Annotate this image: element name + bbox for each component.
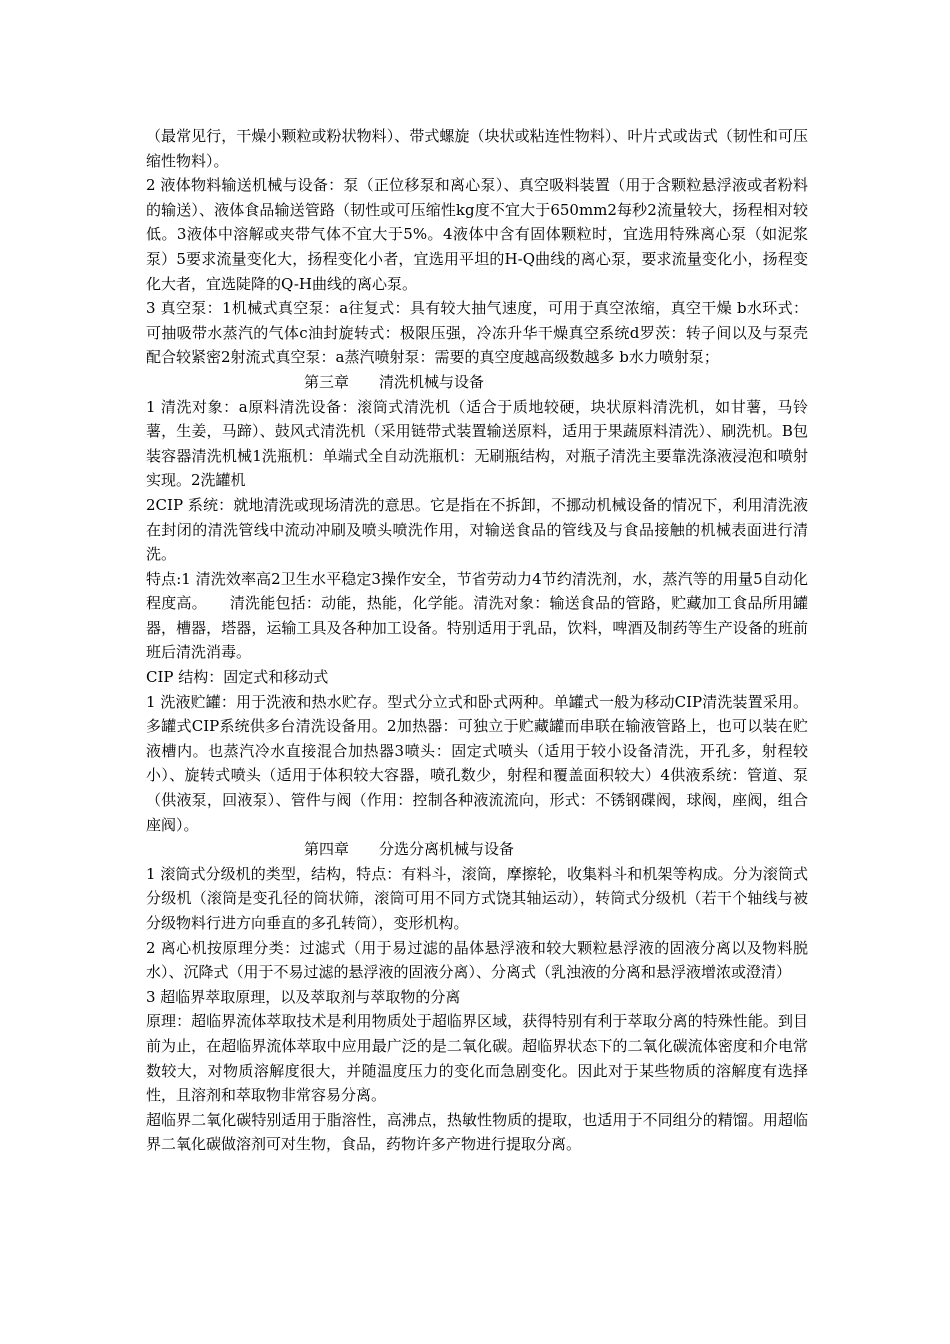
paragraph-cip-structure: CIP 结构：固定式和移动式 xyxy=(146,668,329,687)
paragraph-cip-features: 特点:1 清洗效率高2卫生水平稳定3操作安全，节省劳动力4节约清洗剂，水，蒸汽等的用量5自动化程度高。 清洗能包括：动能，热能，化学能。清洗对象：输送食品的管路，贮藏加工食品所用罐器，槽器，塔器，运输工具及各种加工设备。特别适用于乳品，饮料，啤酒及制药等生产设备的班前班后清洗消毒。 xyxy=(146,569,808,662)
paragraph-centrifuge: 2 离心机按原理分类：过滤式（用于易过滤的晶体悬浮液和较大颗粒悬浮液的固液分离以及物料脱水）、沉降式（用于不易过滤的悬浮液的固液分离）、分离式（乳浊液的分离和悬浮液增浓或澄清） xyxy=(146,938,808,982)
paragraph-drum-grader: 1 滚筒式分级机的类型，结构，特点：有料斗，滚筒，摩擦轮，收集料斗和机架等构成。分为滚筒式分级机（滚筒是变孔径的筒状筛，滚筒可用不同方式饶其轴运动），转筒式分级机（若干个轴线与被分级物料行进方向垂直的多孔转筒），变形机构。 xyxy=(146,864,808,932)
paragraph-cip-system: 2CIP 系统：就地清洗或现场清洗的意思。它是指在不拆卸，不挪动机械设备的情况下，利用清洗液在封闭的清洗管线中流动冲刷及喷头喷洗作用，对输送食品的管线及与食品接触的机械表面进行清洗。 xyxy=(146,495,808,564)
paragraph-cleaning-objects: 1 清洗对象：a原料清洗设备：滚筒式清洗机（适合于质地较硬，块状原料清洗机，如甘薯，马铃薯，生姜，马蹄）、鼓风式清洗机（采用链带式装置输送原料，适用于果蔬原料清洗）、刷洗机。B包装容器清洗机械1洗瓶机：单端式全自动洗瓶机：无刷瓶结构，对瓶子清洗主要靠洗涤液浸泡和喷射实现。2洗罐机 xyxy=(146,397,808,490)
paragraph-liquid-conveying: 2 液体物料输送机械与设备：泵（正位移泵和离心泵）、真空吸料装置（用于含颗粒悬浮液或者粉料的输送）、液体食品输送管路（韧性或可压缩性kg度不宜大于650mm2每秒2流量较大，扬程相对较低。3液体中溶解或夹带气体不宜大于5%。4液体中含有固体颗粒时，宜选用特殊离心泵（如泥浆泵）5要求流量变化大，扬程变化小者，宜选用平坦的H-Q曲线的离心泵，要求流量变化小，扬程变化大者，宜选陡降的Q-H曲线的离心泵。 xyxy=(146,176,808,293)
paragraph-supercritical-co2: 超临界二氧化碳特别适用于脂溶性，高沸点，热敏性物质的提取，也适用于不同组分的精馏。用超临界二氧化碳做溶剂可对生物，食品，药物许多产物进行提取分离。 xyxy=(146,1110,808,1154)
chapter-3-heading: 第三章 清洗机械与设备 xyxy=(304,372,485,391)
chapter-4-heading: 第四章 分选分离机械与设备 xyxy=(304,840,515,859)
paragraph-supercritical-principle: 原理：超临界流体萃取技术是利用物质处于超临界区域，获得特别有利于萃取分离的特殊性能。到目前为止，在超临界流体萃取中应用最广泛的是二氧化碳。超临界状态下的二氧化碳流体密度和介电常数较大，对物质溶解度很大，并随温度压力的变化而急剧变化。因此对于某些物质的溶解度有选择性，且溶剂和萃取物非常容易分离。 xyxy=(146,1012,808,1105)
paragraph-cip-components: 1 洗液贮罐：用于洗液和热水贮存。型式分立式和卧式两种。单罐式一般为移动CIP清洗装置采用。多罐式CIP系统供多台清洗设备用。2加热器：可独立于贮藏罐而串联在输液管路上，也可以装在贮液槽内。也蒸汽冷水直接混合加热器3喷头：固定式喷头（适用于较小设备清洗，开孔多，射程较小）、旋转式喷头（适用于体积较大容器，喷孔数少，射程和覆盖面积较大）4供液系统：管道、泵（供液泵，回液泵）、管件与阀（作用：控制各种液流流向，形式：不锈钢碟阀，球阀，座阀，组合座阀）。 xyxy=(146,692,808,834)
paragraph-vacuum-pumps: 3 真空泵：1机械式真空泵：a往复式：具有较大抽气速度，可用于真空浓缩，真空干燥 b水环式：可抽吸带水蒸汽的气体c油封旋转式：极限压强，冷冻升华干燥真空系统d罗茨：转子间以及与泵壳配合较紧密2射流式真空泵：a蒸汽喷射泵：需要的真空度越高级数越多 b水力喷射泵； xyxy=(146,299,808,367)
paragraph-supercritical-title: 3 超临界萃取原理，以及萃取剂与萃取物的分离 xyxy=(146,987,461,1006)
paragraph-solid-conveyor-types: （最常见行，干燥小颗粒或粉状物料）、带式螺旋（块状或粘连性物料）、叶片式或齿式（韧性和可压缩性物料）。 xyxy=(146,127,808,170)
document-body xyxy=(146,124,808,1157)
